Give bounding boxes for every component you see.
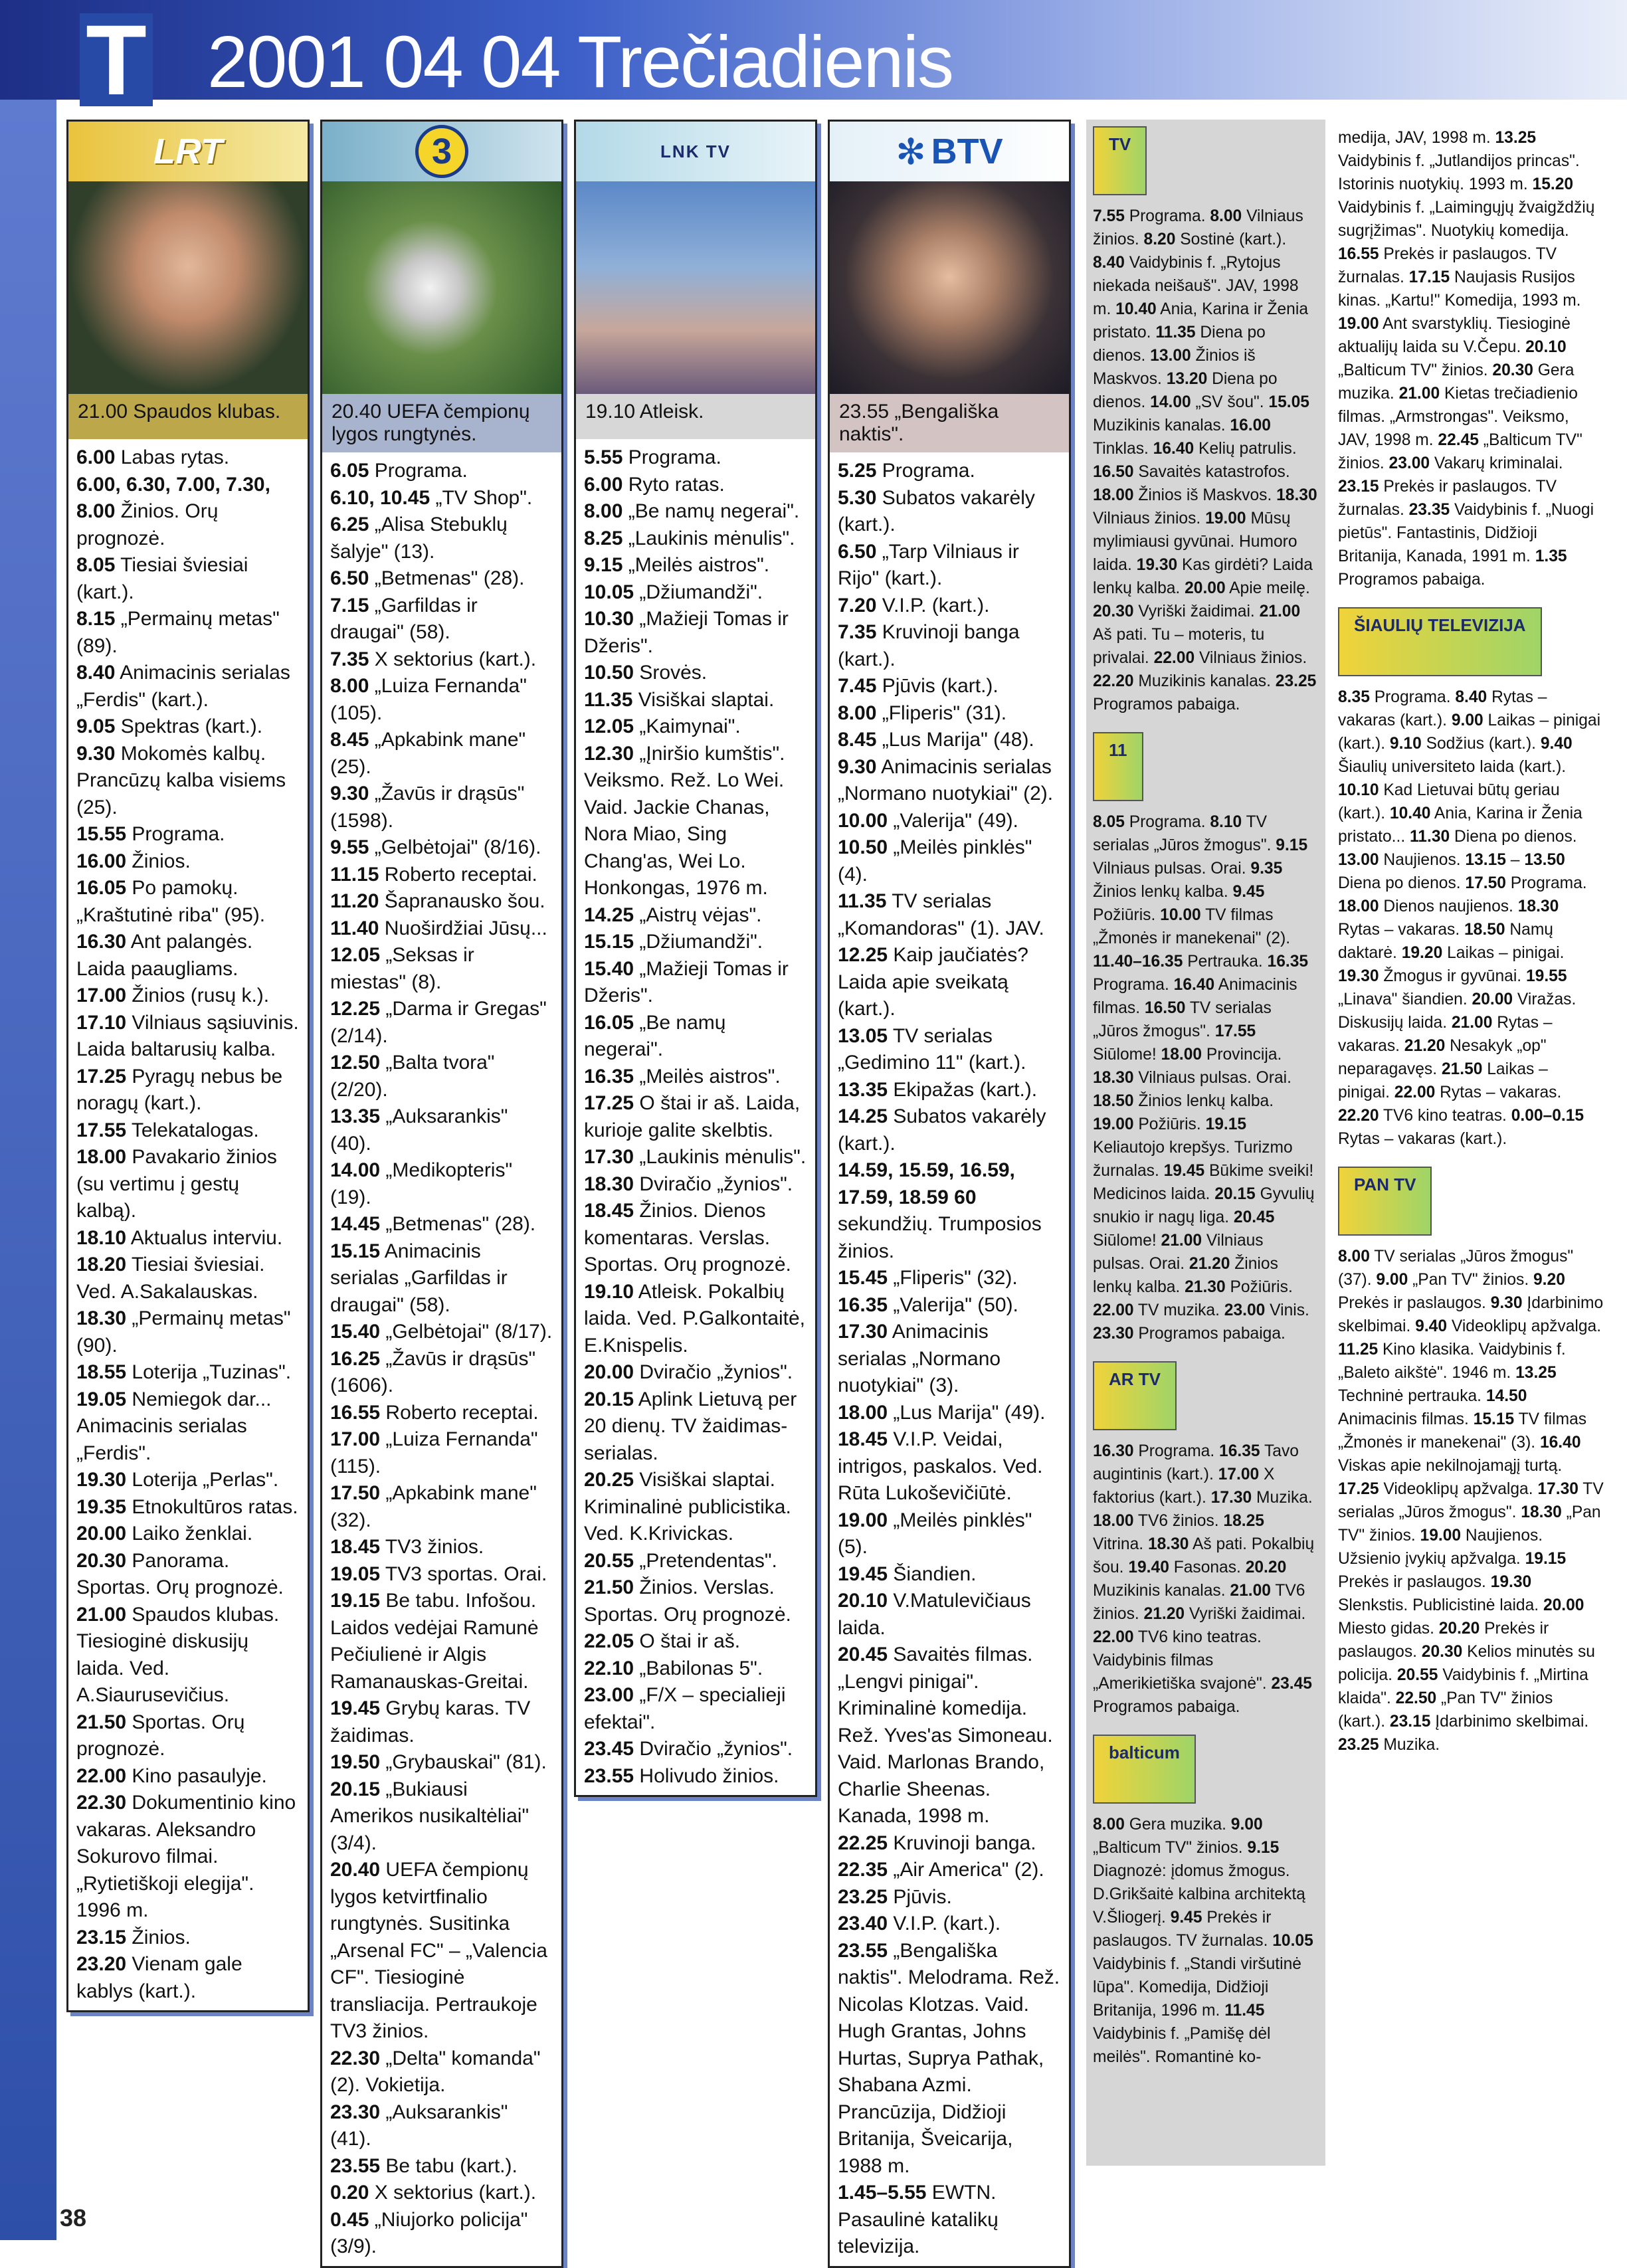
program-entry: 20.30 Panorama. Sportas. Orų prognozė. [76, 1549, 284, 1598]
channel-btv [828, 120, 1071, 2268]
program-entry: 8.05 Tiesiai šviesiai (kart.). [76, 554, 248, 603]
page-header [0, 0, 1627, 116]
program-entry: 12.05 „Kaimynai". [584, 715, 741, 737]
program-entry: 14.25 Subatos vakarėly (kart.). [838, 1105, 1046, 1155]
channel-logo-text: LRT [153, 132, 223, 171]
program-entry: 15.45 „Fliperis" (32). [838, 1267, 1018, 1289]
program-entry: 17.50 „Apkabink mane" (32). [330, 1482, 537, 1531]
program-entry: 8.40 Animacinis serialas „Ferdis" (kart.). [76, 662, 290, 711]
program-entry: 16.00 Žinios. [76, 850, 191, 872]
program-entry: 22.10 „Babilonas 5". [584, 1657, 763, 1679]
program-entry: 16.05 Po pamokų. „Kraštutinė riba" (95). [76, 877, 266, 926]
program-entry: 10.50 „Meilės pinklės" (4). [838, 836, 1032, 886]
program-entry: 14.45 „Betmenas" (28). [330, 1213, 536, 1235]
studio-photo [576, 181, 815, 394]
program-entry: 18.00 Pavakario žinios (su vertimu į gestų kalbą). [76, 1146, 277, 1222]
football-photo [322, 181, 561, 394]
program-entry: 19.05 Nemiegok dar... Animacinis serialas „Ferdis". [76, 1388, 272, 1464]
program-entry: 12.30 „Įniršio kumštis". Veiksmo. Rež. Lo Wei. Vaid. Jackie Chanas, Nora Miao, Sing Chang'as, Wei Lo. Honkongas, 1976 m. [584, 742, 785, 899]
program-entry: 8.25 „Laukinis mėnulis". [584, 527, 795, 549]
program-entry: 12.50 „Balta tvora" (2/20). [330, 1052, 495, 1101]
program-entry: 22.30 „Delta" komanda" (2). Vokietija. [330, 2047, 541, 2096]
program-entry: 23.15 Žinios. [76, 1926, 191, 1948]
actor-photo [830, 181, 1069, 394]
channel-highlight: 21.00 Spaudos klubas. [68, 394, 308, 439]
program-entry: 6.05 Programa. [330, 460, 468, 482]
program-entry: 13.35 „Auksarankis" (40). [330, 1105, 508, 1155]
program-entry: 7.15 „Garfildas ir draugai" (58). [330, 594, 478, 643]
program-entry: 7.45 Pjūvis (kart.). [838, 675, 999, 697]
program-entry: 9.30 Animacinis serialas „Normano nuotykiai" (2). [838, 755, 1054, 804]
program-entry: 1.45–5.55 EWTN. Pasaulinė katalikų televizija. [838, 2182, 999, 2257]
program-entry: 7.35 Kruvinoji banga (kart.). [838, 621, 1020, 670]
program-list [576, 439, 815, 1795]
channel-highlight: 19.10 Atleisk. [576, 394, 815, 439]
program-entry: 5.25 Programa. [838, 460, 975, 482]
program-entry: 19.50 „Grybauskai" (81). [330, 1751, 547, 1773]
program-entry: 9.55 „Gelbėtojai" (8/16). [330, 836, 541, 858]
program-entry: 16.35 „Valerija" (50). [838, 1293, 1018, 1316]
program-entry: 9.30 „Žavūs ir drąsūs" (1598). [330, 783, 525, 832]
program-entry: 15.15 Animacinis serialas „Garfildas ir draugai" (58). [330, 1240, 508, 1316]
program-entry: 7.35 X sektorius (kart.). [330, 648, 537, 670]
program-entry: 14.59, 15.59, 16.59, 17.59, 18.59 60 sekundžių. Trumposios žinios. [838, 1159, 1042, 1262]
regional-channel [1338, 1167, 1604, 1756]
regional-channel-logo: 11 [1093, 732, 1143, 801]
program-entry: 21.50 Sportas. Orų prognozė. [76, 1711, 245, 1760]
program-entry: 23.55 Be tabu (kart.). [330, 2154, 518, 2177]
regional-channel-logo: ŠIAULIŲ TELEVIZIJA [1338, 607, 1542, 676]
program-entry: 16.55 Roberto receptai. [330, 1401, 539, 1424]
program-entry: 23.40 V.I.P. (kart.). [838, 1913, 1001, 1935]
program-entry: 8.00 „Be namų negerai". [584, 500, 800, 522]
program-entry: 17.25 Pyragų nebus be noragų (kart.). [76, 1065, 283, 1114]
program-entry: 22.00 Kino pasaulyje. [76, 1764, 267, 1787]
regional-channel-logo: AR TV [1093, 1361, 1177, 1430]
program-entry: 6.10, 10.45 „TV Shop". [330, 486, 533, 509]
program-entry: 11.35 Visiškai slaptai. [584, 688, 775, 711]
regional-channel [1338, 607, 1604, 1151]
program-entry: 19.05 TV3 sportas. Orai. [330, 1562, 547, 1585]
program-entry: 5.55 Programa. [584, 446, 721, 468]
program-entry: 20.40 UEFA čempionų lygos ketvirtfinalio rungtynės. Susitinka „Arsenal FC" – „Valencia CF". Tiesioginė transliacija. Pertraukoje TV3 žinios. [330, 1859, 547, 2042]
regional-channel [1093, 1735, 1319, 2069]
program-entry: 8.45 „Apkabink mane" (25). [330, 729, 526, 778]
program-entry: 18.20 Tiesiai šviesiai. Ved. A.Sakalauskas. [76, 1254, 265, 1303]
program-entry: 19.35 Etnokultūros ratas. [76, 1495, 298, 1518]
program-entry: 6.50 „Betmenas" (28). [330, 567, 525, 589]
program-entry: 14.25 „Aistrų vėjas". [584, 903, 762, 926]
regional-channel-logo: TV [1093, 126, 1147, 195]
program-entry: 11.40 Nuoširdžiai Jūsų... [330, 917, 547, 939]
program-entry: 15.40 „Gelbėtojai" (8/17). [330, 1321, 553, 1343]
regional-schedule: 16.30 Programa. 16.35 Tavo augintinis (kart.). 17.00 X faktorius (kart.). 17.30 Muzika. 18.00 TV6 žinios. 18.25 Vitrina. 18.30 Aš pati. Pokalbių šou. 19.40 Fasonas. 20.20 Muzikinis kanalas. 21.00 TV6 žinios. 21.20 Vyriški žaidimai. 22.00 TV6 kino teatras. Vaidybinis filmas „Amerikietiška svajonė". 23.45 Programos pabaiga. [1093, 1442, 1315, 1716]
program-entry: 18.10 Aktualus interviu. [76, 1226, 283, 1249]
program-entry: 17.30 „Laukinis mėnulis". [584, 1146, 807, 1168]
program-entry: 13.35 Ekipažas (kart.). [838, 1078, 1038, 1101]
regional-channel-logo: PAN TV [1338, 1167, 1432, 1236]
page-number: 38 [60, 2204, 87, 2231]
program-entry: 13.05 TV serialas „Gedimino 11" (kart.). [838, 1024, 1026, 1074]
program-entry: 17.00 „Luiza Fernanda" (115). [330, 1428, 538, 1477]
program-entry: 9.05 Spektras (kart.). [76, 715, 263, 737]
regional-channel [1093, 1361, 1319, 1719]
program-entry: 0.20 X sektorius (kart.). [330, 2182, 537, 2204]
program-entry: 23.45 Dviračio „žynios". [584, 1738, 793, 1760]
regional-schedule: 7.55 Programa. 8.00 Vilniaus žinios. 8.20 Sostinė (kart.). 8.40 Vaidybinis f. „Rytojus niekada neišauš". JAV, 1998 m. 10.40 Ania, Karina ir Ženia pristato. 11.35 Diena po dienos. 13.00 Žinios iš Maskvos. 13.20 Diena po dienos. 14.00 „SV šou". 15.05 Muzikinis kanalas. 16.00 Tinklas. 16.40 Kelių patrulis. 16.50 Savaitės katastrofos. 18.00 Žinios iš Maskvos. 18.30 Vilniaus žinios. 19.00 Mūsų mylimiausi gyvūnai. Humoro laida. 19.30 Kas girdėti? Laida lenkų kalba. 20.00 Apie meilę. 20.30 Vyriški žaidimai. 21.00 Aš pati. Tu – moteris, tu privalai. 22.00 Vilniaus žinios. 22.20 Muzikinis kanalas. 23.25 Programos pabaiga. [1093, 207, 1317, 713]
page-date: 2001 04 04 Trečiadienis [207, 21, 953, 103]
program-entry: 16.25 „Žavūs ir drąsūs" (1606). [330, 1347, 536, 1396]
program-entry: 6.25 „Alisa Stebuklų šalyje" (13). [330, 514, 508, 563]
program-entry: 18.45 Žinios. Dienos komentaras. Verslas. Sportas. Orų prognozė. [584, 1200, 791, 1276]
program-entry: 11.20 Šapranausko šou. [330, 890, 545, 912]
program-entry: 21.50 Žinios. Verslas. Sportas. Orų prognozė. [584, 1576, 791, 1626]
program-entry: 20.00 Dviračio „žynios". [584, 1361, 793, 1383]
program-entry: 17.10 Vilniaus sąsiuvinis. Laida baltarusių kalba. [76, 1011, 299, 1060]
program-entry: 22.05 O štai ir aš. [584, 1630, 741, 1652]
channel-logo-tv3 [322, 122, 561, 181]
program-entry: 19.45 Grybų karas. TV žaidimas. [330, 1697, 531, 1747]
program-entry: 20.10 V.Matulevičiaus laida. [838, 1590, 1031, 1639]
program-entry: 19.45 Šiandien. [838, 1562, 977, 1585]
program-entry: 17.25 O štai ir aš. Laida, kurioje galite skelbtis. [584, 1092, 801, 1141]
channel-highlight: 23.55 „Bengališka naktis". [830, 394, 1069, 452]
program-entry: 18.55 Loterija „Tuzinas". [76, 1361, 292, 1383]
program-list [322, 452, 561, 2266]
program-entry: 20.55 „Pretendentas". [584, 1549, 777, 1572]
program-entry: 23.55 Holivudo žinios. [584, 1764, 779, 1787]
program-list [830, 452, 1069, 2266]
program-entry: 14.00 „Medikopteris" (19). [330, 1159, 513, 1208]
program-entry: 18.45 V.I.P. Veidai, intrigos, paskalos. Ved. Rūta Lukoševičiūtė. [838, 1428, 1043, 1504]
program-entry: 16.30 Ant palangės. Laida paaugliams. [76, 931, 253, 980]
program-entry: 11.35 TV serialas „Komandoras" (1). JAV. [838, 890, 1044, 939]
program-entry: 18.45 TV3 žinios. [330, 1536, 484, 1558]
regional-channel [1338, 126, 1604, 591]
program-entry: 23.30 „Auksarankis" (41). [330, 2101, 508, 2150]
snowflake-icon: ✻ [896, 132, 926, 172]
channel-logo-text: LNK TV [660, 141, 731, 161]
program-entry: 0.45 „Niujorko policija" (3/9). [330, 2208, 528, 2257]
channel-tv3 [320, 120, 563, 2268]
program-entry: 21.00 Spaudos klubas. Tiesioginė diskusijų laida. Ved. A.Siaurusevičius. [76, 1603, 280, 1706]
program-entry: 20.15 Aplink Lietuvą per 20 dienų. TV žaidimas-serialas. [584, 1388, 797, 1464]
program-entry: 6.00 Ryto ratas. [584, 473, 725, 496]
program-entry: 12.05 „Seksas ir miestas" (8). [330, 944, 474, 993]
program-entry: 17.55 Telekatalogas. [76, 1119, 259, 1141]
regional-schedule: 8.00 Gera muzika. 9.00 „Balticum TV" žinios. 9.15 Diagnozė: įdomus žmogus. D.Grikšaitė kalbina architektą V.Šliogerį. 9.45 Prekės ir paslaugos. TV žurnalas. 10.05 Vaidybinis f. „Standi viršutinė lūpa". Komedija, Didžioji Britanija, 1996 m. 11.45 Vaidybinis f. „Pamišę dėl meilės". Romantinė ko- [1093, 1816, 1313, 2066]
program-entry: 23.25 Pjūvis. [838, 1885, 952, 1908]
program-entry: 8.15 „Permainų metas" (89). [76, 608, 280, 657]
regional-schedule: 8.05 Programa. 8.10 TV serialas „Jūros žmogus". 9.15 Vilniaus pulsas. Orai. 9.35 Žinios lenkų kalba. 9.45 Požiūris. 10.00 TV filmas „Žmonės ir manekenai" (2). 11.40–16.35 Pertrauka. 16.35 Programa. 16.40 Animacinis filmas. 16.50 TV serialas „Jūros žmogus". 17.55 Siūlome! 18.00 Provincija. 18.30 Vilniaus pulsas. Orai. 18.50 Žinios lenkų kalba. 19.00 Požiūris. 19.15 Keliautojo krepšys. Turizmo žurnalas. 19.45 Būkime sveiki! Medicinos laida. 20.15 Gyvulių snukio ir nagų liga. 20.45 Siūlome! 21.00 Vilniaus pulsas. Orai. 21.20 Žinios lenkų kalba. 21.30 Požiūris. 22.00 TV muzika. 23.00 Vinis. 23.30 Programos pabaiga. [1093, 813, 1315, 1343]
regional-channel-logo: balticum [1093, 1735, 1196, 1804]
regional-channels-left [1086, 120, 1325, 2166]
program-entry: 9.15 „Meilės aistros". [584, 554, 770, 576]
regional-channel [1093, 732, 1319, 1345]
program-entry: 23.00 „F/X – specialieji efektai". [584, 1684, 786, 1733]
program-list [68, 439, 308, 2010]
regional-schedule: medija, JAV, 1998 m. 13.25 Vaidybinis f. „Jutlandijos princas". Istorinis nuotykių. 1993 m. 15.20 Vaidybinis f. „Laimingųjų žvaigždžių sugrįžimas". Nuotykių komedija. 16.55 Prekės ir paslaugos. TV žurnalas. 17.15 Naujasis Rusijos kinas. „Kartu!" Komedija, 1993 m. 19.00 Ant svarstyklių. Tiesioginė aktualijų laida su V.Čepu. 20.10 „Balticum TV" žinios. 20.30 Gera muzika. 21.00 Kietas trečiadienio filmas. „Armstrongas". Veiksmo, JAV, 1998 m. 22.45 „Balticum TV" žinios. 23.00 Vakarų kriminalai. 23.15 Prekės ir paslaugos. TV žurnalas. 23.35 Vaidybinis f. „Nuogi pietūs". Fantastinis, Didžioji Britanija, Kanada, 1991 m. 1.35 Programos pabaiga. [1338, 129, 1595, 589]
program-entry: 10.50 Srovės. [584, 662, 708, 684]
program-entry: 17.00 Žinios (rusų k.). [76, 985, 270, 1006]
program-entry: 7.20 V.I.P. (kart.). [838, 594, 990, 616]
program-entry: 20.15 „Bukiausi Amerikos nusikaltėliai" (3/4). [330, 1778, 529, 1854]
program-entry: 15.40 „Mažieji Tomas ir Džeris". [584, 957, 789, 1006]
program-entry: 10.00 „Valerija" (49). [838, 809, 1018, 832]
program-entry: 19.15 Be tabu. Infošou. Laidos vedėjai Ramunė Pečiulienė ir Algis Ramanauskas-Greitai. [330, 1590, 539, 1693]
channel-lrt [66, 120, 310, 2012]
program-entry: 5.30 Subatos vakarėly (kart.). [838, 486, 1035, 535]
program-entry: 11.15 Roberto receptai. [330, 863, 537, 886]
program-entry: 12.25 „Darma ir Gregas" (2/14). [330, 998, 547, 1047]
channel-lnk [574, 120, 817, 1797]
program-entry: 16.05 „Be namų negerai". [584, 1011, 726, 1060]
program-entry: 8.45 „Lus Marija" (48). [838, 729, 1034, 751]
regional-channel [1093, 126, 1319, 716]
program-entry: 16.35 „Meilės aistros". [584, 1065, 781, 1087]
channel-logo-text: 3 [415, 125, 468, 178]
program-entry: 18.30 Dviračio „žynios". [584, 1173, 793, 1195]
presenter-photo [68, 181, 308, 394]
channel-highlight: 20.40 UEFA čempionų lygos rungtynės. [322, 394, 561, 452]
left-color-bar [0, 100, 56, 2240]
channel-logo-lnk [576, 122, 815, 181]
program-entry: 6.50 „Tarp Vilniaus ir Rijo" (kart.). [838, 540, 1019, 589]
program-entry: 15.55 Programa. [76, 823, 225, 845]
program-entry: 20.45 Savaitės filmas. „Lengvi pinigai". Kriminalinė komedija. Rež. Yves'as Simoneau. Vaid. Marlonas Brando, Charlie Sheenas. Kanada, 1998 m. [838, 1644, 1053, 1827]
channel-logo-btv [830, 122, 1069, 181]
program-entry: 18.30 „Permainų metas" (90). [76, 1307, 291, 1357]
program-entry: 19.10 Atleisk. Pokalbių laida. Ved. P.Galkontaitė, E.Knispelis. [584, 1280, 806, 1357]
program-entry: 22.35 „Air America" (2). [838, 1859, 1044, 1881]
channel-logo-text: BTV [931, 132, 1003, 171]
program-entry: 20.00 Laiko ženklai. [76, 1523, 253, 1545]
program-entry: 8.00 „Luiza Fernanda" (105). [330, 675, 527, 724]
section-letter: T [80, 13, 153, 106]
program-entry: 10.30 „Mažieji Tomas ir Džeris". [584, 608, 789, 657]
program-entry: 19.00 „Meilės pinklės" (5). [838, 1509, 1032, 1558]
program-entry: 10.05 „Džiumandži". [584, 581, 763, 603]
program-entry: 20.25 Visiškai slaptai. Kriminalinė publicistika. Ved. K.Krivickas. [584, 1469, 791, 1545]
program-entry: 23.55 „Bengališka naktis". Melodrama. Rež. Nicolas Klotzas. Vaid. Hugh Grantas, Johns Hurtas, Suprya Pathak, Shabana Azmi. Prancūzija, Didžioji Britanija, Šveicarija, 1988 m. [838, 1939, 1060, 2177]
program-entry: 9.30 Mokomės kalbų. Prancūzų kalba visiems (25). [76, 742, 286, 818]
program-entry: 22.25 Kruvinoji banga. [838, 1832, 1036, 1854]
program-entry: 6.00 Labas rytas. [76, 446, 230, 468]
program-entry: 19.30 Loterija „Perlas". [76, 1469, 279, 1491]
regional-schedule: 8.35 Programa. 8.40 Rytas – vakaras (kart.). 9.00 Laikas – pinigai (kart.). 9.10 Sodžius (kart.). 9.40 Šiaulių universiteto laida (kart.). 10.10 Kad Lietuvai būtų geriau (kart.). 10.40 Ania, Karina ir Ženia pristato... 11.30 Diena po dienos. 13.00 Naujienos. 13.15 – 13.50 Diena po dienos. 17.50 Programa. 18.00 Dienos naujienos. 18.30 Rytas – vakaras. 18.50 Namų daktarė. 19.20 Laikas – pinigai. 19.30 Žmogus ir gyvūnai. 19.55 „Linava" šiandien. 20.00 Viražas. Diskusijų laida. 21.00 Rytas – vakaras. 21.20 Nesakyk „op" neparagavęs. 21.50 Laikas – pinigai. 22.00 Rytas – vakaras. 22.20 TV6 kino teatras. 0.00–0.15 Rytas – vakaras (kart.). [1338, 688, 1601, 1148]
program-entry: 17.30 Animacinis serialas „Normano nuotykiai" (3). [838, 1321, 1001, 1396]
program-entry: 23.20 Vienam gale kablys (kart.). [76, 1953, 242, 2002]
program-entry: 8.00 „Fliperis" (31). [838, 702, 1007, 724]
regional-schedule: 8.00 TV serialas „Jūros žmogus" (37). 9.00 „Pan TV" žinios. 9.20 Prekės ir paslaugos. 9.30 Įdarbinimo skelbimai. 9.40 Videoklipų apžvalga. 11.25 Kino klasika. Vaidybinis f. „Baleto aikštė". 1946 m. 13.25 Techninė pertrauka. 14.50 Animacinis filmas. 15.15 TV filmas „Žmonės ir manekenai" (3). 16.40 Viskas apie nekilnojamąjį turtą. 17.25 Videoklipų apžvalga. 17.30 TV serialas „Jūros žmogus". 18.30 „Pan TV" žinios. 19.00 Naujienos. Užsienio įvykių apžvalga. 19.15 Prekės ir paslaugos. 19.30 Slenkstis. Publicistinė laida. 20.00 Miesto gidas. 20.20 Prekės ir paslaugos. 20.30 Kelios minutės su policija. 20.55 Vaidybinis f. „Mirtina klaida". 22.50 „Pan TV" žinios (kart.). 23.15 Įdarbinimo skelbimai. 23.25 Muzika. [1338, 1248, 1604, 1754]
program-entry: 15.15 „Džiumandži". [584, 931, 763, 953]
program-entry: 6.00, 6.30, 7.00, 7.30, 8.00 Žinios. Orų prognozė. [76, 473, 270, 549]
program-entry: 18.00 „Lus Marija" (49). [838, 1401, 1046, 1424]
regional-channels-right [1331, 120, 1610, 2166]
program-entry: 22.30 Dokumentinio kino vakaras. Aleksandro Sokurovo filmai. „Rytietiškoji elegija". 1996 m. [76, 1792, 296, 1921]
program-entry: 12.25 Kaip jaučiatės? Laida apie sveikatą (kart.). [838, 944, 1028, 1020]
channel-logo-lrt [68, 122, 308, 181]
